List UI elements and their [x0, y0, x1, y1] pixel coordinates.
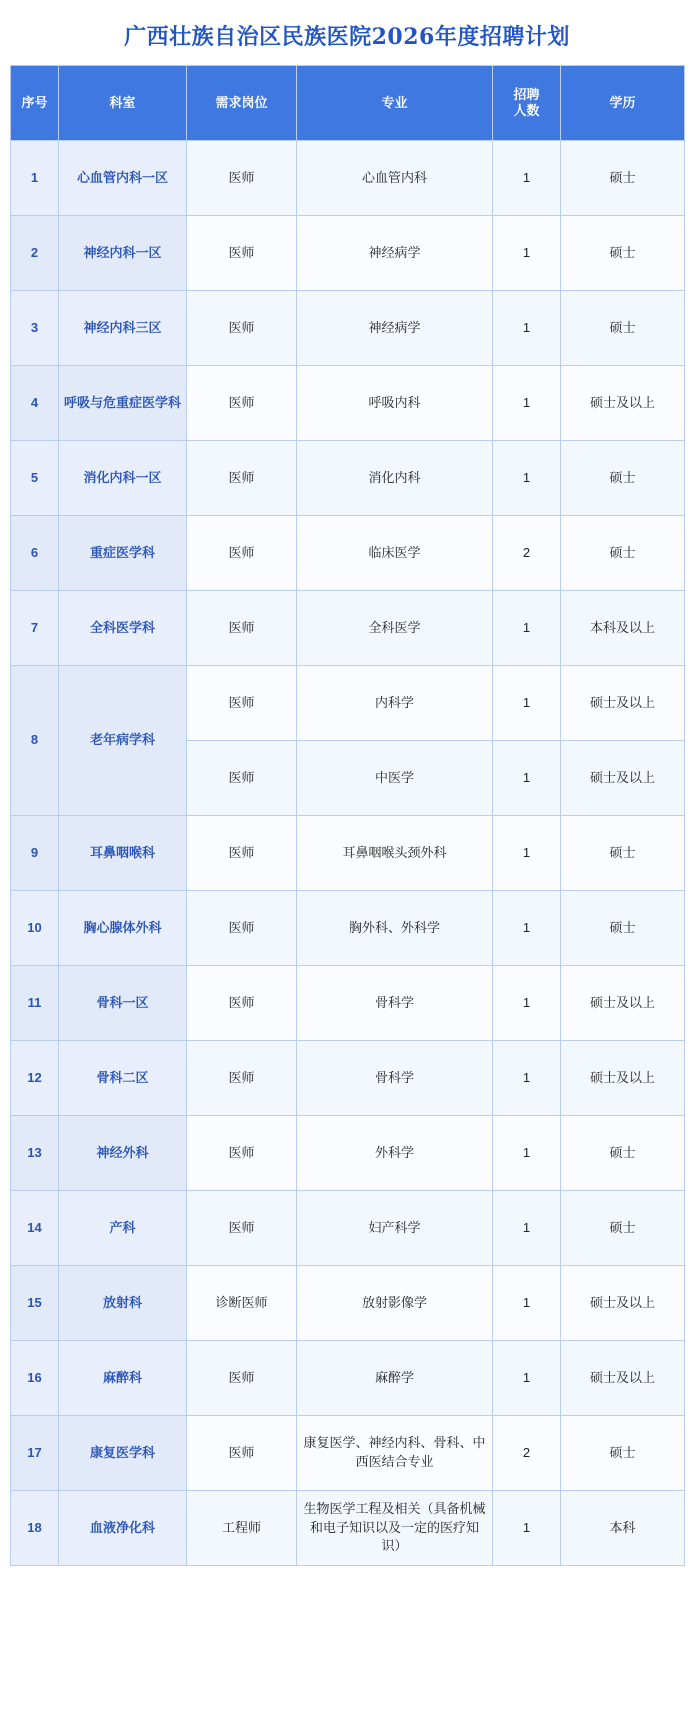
cell-education: 硕士及以上 — [561, 1266, 685, 1341]
cell-position: 医师 — [187, 816, 297, 891]
cell-department: 放射科 — [59, 1266, 187, 1341]
cell-position: 医师 — [187, 1116, 297, 1191]
column-header-dept: 科室 — [59, 66, 187, 141]
cell-sequence-number: 8 — [11, 666, 59, 816]
cell-education: 硕士 — [561, 291, 685, 366]
cell-department: 老年病学科 — [59, 666, 187, 816]
cell-headcount: 1 — [493, 741, 561, 816]
table-header — [11, 66, 685, 141]
cell-major: 妇产科学 — [297, 1191, 493, 1266]
cell-department: 产科 — [59, 1191, 187, 1266]
cell-sequence-number: 12 — [11, 1041, 59, 1116]
cell-headcount: 2 — [493, 1416, 561, 1491]
cell-headcount: 1 — [493, 891, 561, 966]
table-row — [11, 966, 685, 1041]
table-row — [11, 1416, 685, 1491]
cell-major: 胸外科、外科学 — [297, 891, 493, 966]
column-header-count-line2: 人数 — [513, 103, 540, 118]
cell-department: 麻醉科 — [59, 1341, 187, 1416]
table-row — [11, 1041, 685, 1116]
cell-headcount: 2 — [493, 516, 561, 591]
cell-department: 神经内科一区 — [59, 216, 187, 291]
cell-major: 消化内科 — [297, 441, 493, 516]
cell-headcount: 1 — [493, 966, 561, 1041]
cell-position: 医师 — [187, 1191, 297, 1266]
table-row — [11, 216, 685, 291]
cell-education: 硕士 — [561, 816, 685, 891]
cell-major: 神经病学 — [297, 291, 493, 366]
table-body — [11, 141, 685, 1566]
table-row — [11, 516, 685, 591]
cell-education: 硕士及以上 — [561, 966, 685, 1041]
cell-education: 硕士 — [561, 141, 685, 216]
cell-sequence-number: 5 — [11, 441, 59, 516]
cell-sequence-number: 6 — [11, 516, 59, 591]
cell-headcount: 1 — [493, 216, 561, 291]
cell-major: 耳鼻咽喉头颈外科 — [297, 816, 493, 891]
cell-major: 康复医学、神经内科、骨科、中西医结合专业 — [297, 1416, 493, 1491]
column-header-post: 需求岗位 — [187, 66, 297, 141]
table-row — [11, 1341, 685, 1416]
table-row — [11, 291, 685, 366]
cell-department: 骨科二区 — [59, 1041, 187, 1116]
cell-education: 硕士 — [561, 1116, 685, 1191]
cell-sequence-number: 3 — [11, 291, 59, 366]
cell-position: 医师 — [187, 966, 297, 1041]
cell-position: 医师 — [187, 1041, 297, 1116]
cell-position: 医师 — [187, 516, 297, 591]
cell-headcount: 1 — [493, 816, 561, 891]
cell-sequence-number: 13 — [11, 1116, 59, 1191]
table-row — [11, 1491, 685, 1566]
table-row — [11, 441, 685, 516]
cell-major: 临床医学 — [297, 516, 493, 591]
cell-position: 医师 — [187, 291, 297, 366]
page-title: 广西壮族自治区民族医院2026年度招聘计划 — [124, 24, 570, 50]
cell-sequence-number: 18 — [11, 1491, 59, 1566]
cell-sequence-number: 9 — [11, 816, 59, 891]
cell-position: 工程师 — [187, 1491, 297, 1566]
cell-department: 心血管内科一区 — [59, 141, 187, 216]
cell-headcount: 1 — [493, 291, 561, 366]
cell-sequence-number: 2 — [11, 216, 59, 291]
cell-major: 生物医学工程及相关（具备机械和电子知识以及一定的医疗知识） — [297, 1491, 493, 1566]
cell-sequence-number: 10 — [11, 891, 59, 966]
cell-position: 医师 — [187, 1341, 297, 1416]
cell-sequence-number: 7 — [11, 591, 59, 666]
table-row — [11, 1191, 685, 1266]
cell-headcount: 1 — [493, 1191, 561, 1266]
cell-education: 硕士 — [561, 216, 685, 291]
cell-position: 医师 — [187, 891, 297, 966]
cell-headcount: 1 — [493, 1041, 561, 1116]
cell-position: 医师 — [187, 141, 297, 216]
cell-major: 呼吸内科 — [297, 366, 493, 441]
cell-position: 医师 — [187, 216, 297, 291]
cell-department: 骨科一区 — [59, 966, 187, 1041]
cell-sequence-number: 11 — [11, 966, 59, 1041]
table-row — [11, 1266, 685, 1341]
cell-position: 医师 — [187, 591, 297, 666]
cell-headcount: 1 — [493, 1341, 561, 1416]
cell-headcount: 1 — [493, 1491, 561, 1566]
cell-education: 本科及以上 — [561, 591, 685, 666]
cell-major: 内科学 — [297, 666, 493, 741]
cell-department: 康复医学科 — [59, 1416, 187, 1491]
cell-department: 重症医学科 — [59, 516, 187, 591]
table-row — [11, 666, 685, 741]
cell-major: 外科学 — [297, 1116, 493, 1191]
cell-position: 医师 — [187, 366, 297, 441]
cell-department: 耳鼻咽喉科 — [59, 816, 187, 891]
cell-position: 医师 — [187, 441, 297, 516]
cell-education: 本科 — [561, 1491, 685, 1566]
cell-major: 麻醉学 — [297, 1341, 493, 1416]
cell-position: 医师 — [187, 1416, 297, 1491]
cell-sequence-number: 16 — [11, 1341, 59, 1416]
column-header-no: 序号 — [11, 66, 59, 141]
cell-department: 全科医学科 — [59, 591, 187, 666]
column-header-major: 专业 — [297, 66, 493, 141]
table-row — [11, 1116, 685, 1191]
cell-headcount: 1 — [493, 366, 561, 441]
cell-education: 硕士及以上 — [561, 366, 685, 441]
cell-headcount: 1 — [493, 591, 561, 666]
column-header-count — [493, 66, 561, 141]
cell-education: 硕士 — [561, 891, 685, 966]
recruitment-plan-table — [10, 65, 685, 1566]
cell-sequence-number: 14 — [11, 1191, 59, 1266]
cell-headcount: 1 — [493, 441, 561, 516]
cell-major: 神经病学 — [297, 216, 493, 291]
table-row — [11, 591, 685, 666]
cell-major: 全科医学 — [297, 591, 493, 666]
cell-education: 硕士及以上 — [561, 1341, 685, 1416]
cell-headcount: 1 — [493, 666, 561, 741]
cell-major: 中医学 — [297, 741, 493, 816]
table-row — [11, 891, 685, 966]
cell-education: 硕士 — [561, 441, 685, 516]
cell-headcount: 1 — [493, 141, 561, 216]
cell-sequence-number: 17 — [11, 1416, 59, 1491]
cell-position: 医师 — [187, 666, 297, 741]
cell-department: 消化内科一区 — [59, 441, 187, 516]
cell-education: 硕士 — [561, 516, 685, 591]
table-row — [11, 816, 685, 891]
cell-sequence-number: 15 — [11, 1266, 59, 1341]
table-row — [11, 366, 685, 441]
cell-education: 硕士及以上 — [561, 1041, 685, 1116]
cell-department: 呼吸与危重症医学科 — [59, 366, 187, 441]
table-row — [11, 141, 685, 216]
cell-major: 骨科学 — [297, 966, 493, 1041]
column-header-count-line1: 招聘 — [513, 86, 540, 102]
cell-education: 硕士及以上 — [561, 666, 685, 741]
cell-headcount: 1 — [493, 1116, 561, 1191]
cell-sequence-number: 1 — [11, 141, 59, 216]
cell-department: 神经内科三区 — [59, 291, 187, 366]
cell-education: 硕士 — [561, 1416, 685, 1491]
cell-department: 血液净化科 — [59, 1491, 187, 1566]
header-row — [11, 66, 685, 141]
cell-sequence-number: 4 — [11, 366, 59, 441]
cell-department: 胸心腺体外科 — [59, 891, 187, 966]
cell-department: 神经外科 — [59, 1116, 187, 1191]
cell-position: 诊断医师 — [187, 1266, 297, 1341]
column-header-edu: 学历 — [561, 66, 685, 141]
cell-major: 骨科学 — [297, 1041, 493, 1116]
cell-education: 硕士 — [561, 1191, 685, 1266]
cell-major: 心血管内科 — [297, 141, 493, 216]
cell-headcount: 1 — [493, 1266, 561, 1341]
cell-major: 放射影像学 — [297, 1266, 493, 1341]
cell-education: 硕士及以上 — [561, 741, 685, 816]
cell-position: 医师 — [187, 741, 297, 816]
